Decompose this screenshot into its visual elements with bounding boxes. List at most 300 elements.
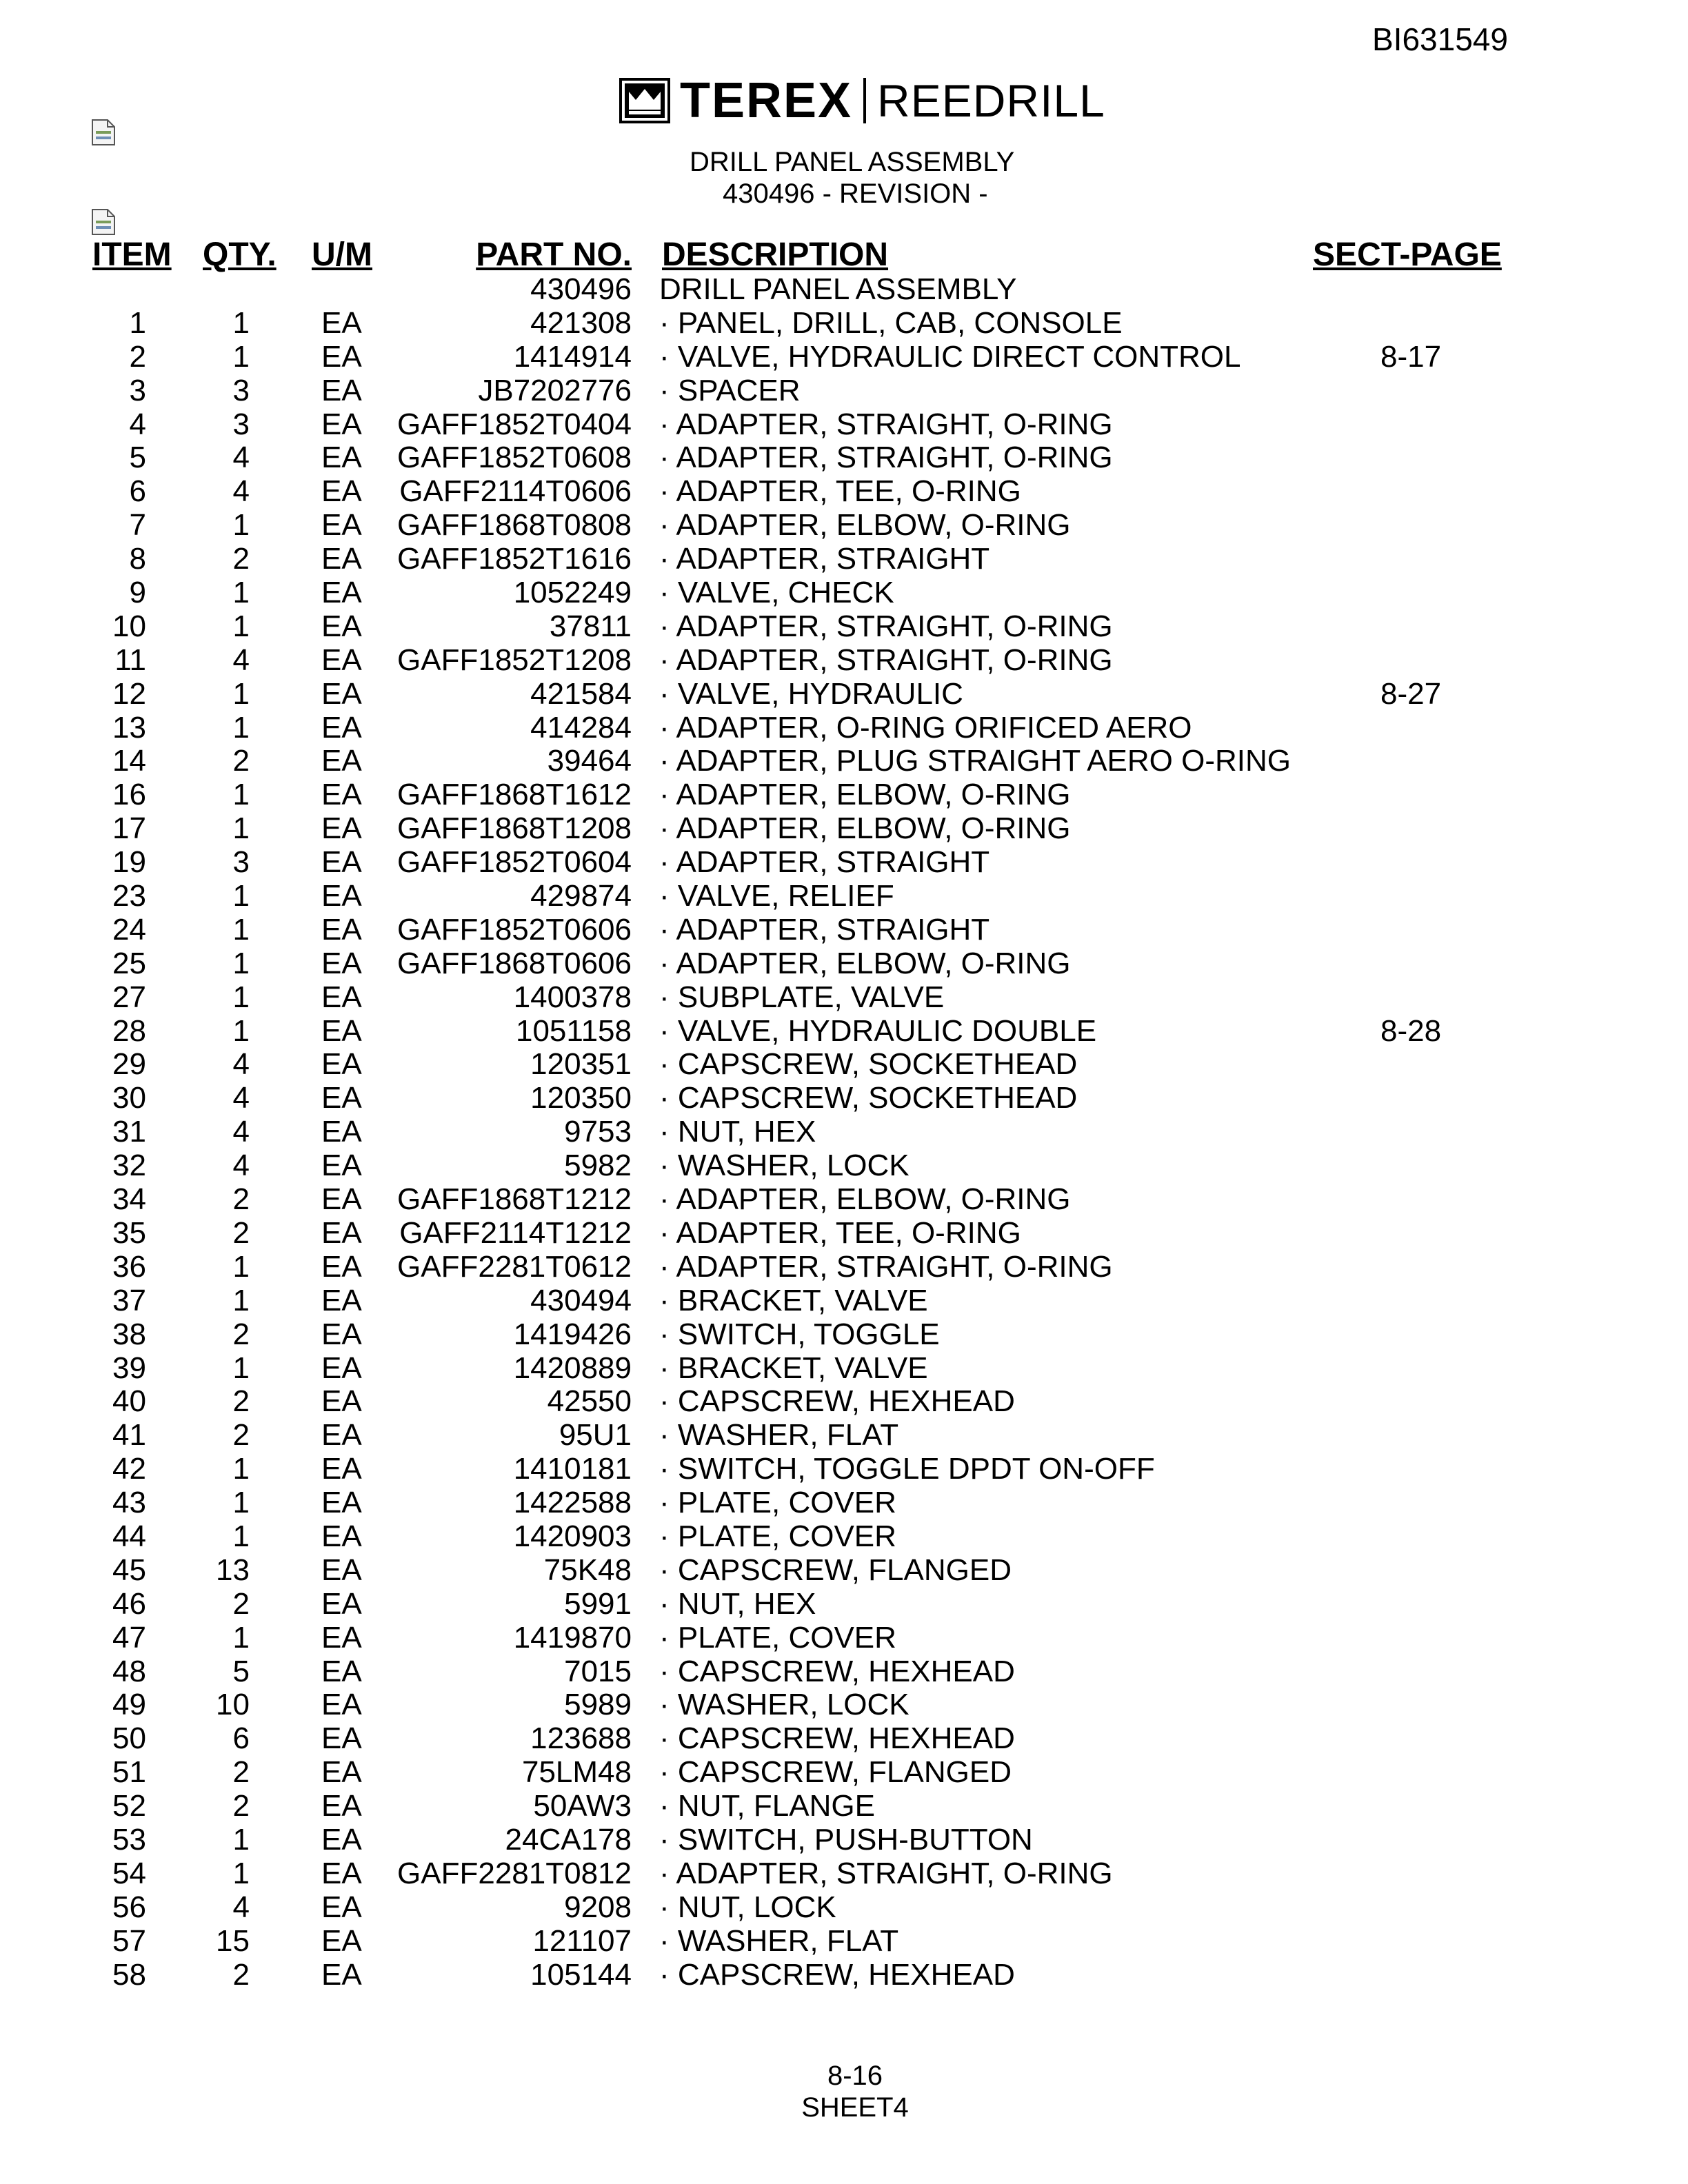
unit-of-measure: EA xyxy=(321,1182,362,1217)
description: · VALVE, CHECK xyxy=(659,576,894,610)
part-number: 95U1 xyxy=(559,1418,632,1453)
unit-of-measure: EA xyxy=(321,1384,362,1419)
unit-of-measure: EA xyxy=(321,1215,362,1250)
table-row xyxy=(0,947,1688,981)
item-number: 2 xyxy=(129,339,146,374)
quantity: 1 xyxy=(232,339,250,374)
description: · ADAPTER, STRAIGHT xyxy=(659,845,990,880)
description: · VALVE, HYDRAULIC DIRECT CONTROL xyxy=(659,339,1241,374)
part-number: 421308 xyxy=(530,305,632,340)
description: · ADAPTER, STRAIGHT, O-RING xyxy=(659,1856,1113,1890)
description: · CAPSCREW, FLANGED xyxy=(659,1553,1012,1587)
description: · WASHER, FLAT xyxy=(659,1418,899,1453)
item-number: 50 xyxy=(112,1721,146,1756)
item-number: 29 xyxy=(112,1047,146,1082)
table-row xyxy=(0,778,1688,812)
item-number: 44 xyxy=(112,1519,146,1553)
item-number: 54 xyxy=(112,1856,146,1890)
table-row xyxy=(0,610,1688,644)
item-number: 11 xyxy=(114,643,146,677)
unit-of-measure: EA xyxy=(321,576,362,610)
description: · ADAPTER, STRAIGHT, O-RING xyxy=(659,407,1113,441)
unit-of-measure: EA xyxy=(321,710,362,745)
unit-of-measure: EA xyxy=(321,1013,362,1048)
quantity: 1 xyxy=(232,1249,250,1284)
table-row xyxy=(0,1486,1688,1520)
part-number: 1051158 xyxy=(515,1013,632,1048)
column-header-qty: QTY. xyxy=(203,236,277,273)
item-number: 51 xyxy=(112,1755,146,1790)
item-number: 39 xyxy=(112,1351,146,1385)
quantity: 1 xyxy=(232,576,250,610)
unit-of-measure: EA xyxy=(321,1283,362,1317)
table-row xyxy=(0,1722,1688,1756)
description: · ADAPTER, PLUG STRAIGHT AERO O-RING xyxy=(659,744,1292,778)
item-number: 48 xyxy=(112,1654,146,1688)
unit-of-measure: EA xyxy=(321,1317,362,1351)
unit-of-measure: EA xyxy=(321,778,362,812)
table-row xyxy=(0,1925,1688,1959)
unit-of-measure: EA xyxy=(321,1351,362,1385)
part-number: 120351 xyxy=(530,1047,632,1082)
unit-of-measure: EA xyxy=(321,1620,362,1655)
table-row xyxy=(0,509,1688,543)
quantity: 1 xyxy=(232,710,250,745)
column-header-description: DESCRIPTION xyxy=(662,236,889,273)
brand-logo xyxy=(619,73,1105,128)
part-number: 42550 xyxy=(547,1384,632,1419)
item-number: 53 xyxy=(112,1822,146,1857)
unit-of-measure: EA xyxy=(321,1890,362,1924)
document-icon[interactable] xyxy=(91,119,116,146)
description: · VALVE, RELIEF xyxy=(659,879,894,913)
description: · ADAPTER, ELBOW, O-RING xyxy=(659,946,1071,980)
unit-of-measure: EA xyxy=(321,407,362,441)
part-number: 50AW3 xyxy=(533,1789,632,1823)
description: DRILL PANEL ASSEMBLY xyxy=(659,272,1017,306)
unit-of-measure: EA xyxy=(321,811,362,846)
description: · CAPSCREW, HEXHEAD xyxy=(659,1384,1015,1419)
part-number: 7015 xyxy=(564,1654,632,1688)
quantity: 1 xyxy=(232,305,250,340)
description: · NUT, HEX xyxy=(659,1115,816,1149)
quantity: 2 xyxy=(232,1586,250,1621)
title-line-2: 430496 - REVISION - xyxy=(723,179,988,209)
table-row xyxy=(0,1621,1688,1655)
unit-of-measure: EA xyxy=(321,1654,362,1688)
unit-of-measure: EA xyxy=(321,1721,362,1756)
table-row xyxy=(0,981,1688,1015)
part-number: GAFF1852T1208 xyxy=(397,643,632,677)
unit-of-measure: EA xyxy=(321,1957,362,1992)
unit-of-measure: EA xyxy=(321,609,362,643)
description: · NUT, FLANGE xyxy=(659,1789,875,1823)
part-number: GAFF1852T0606 xyxy=(397,912,632,947)
description: · PLATE, COVER xyxy=(659,1486,896,1520)
part-number: 5989 xyxy=(564,1688,632,1722)
quantity: 3 xyxy=(232,407,250,441)
unit-of-measure: EA xyxy=(321,1553,362,1587)
item-number: 38 xyxy=(112,1317,146,1351)
quantity: 3 xyxy=(232,373,250,407)
column-header-item: ITEM xyxy=(92,236,172,273)
description: · WASHER, FLAT xyxy=(659,1923,899,1958)
quantity: 1 xyxy=(232,1620,250,1655)
unit-of-measure: EA xyxy=(321,676,362,711)
quantity: 1 xyxy=(232,778,250,812)
brand-division: REEDRILL xyxy=(877,75,1105,126)
quantity: 2 xyxy=(232,1755,250,1790)
table-row xyxy=(0,1015,1688,1049)
description: · VALVE, HYDRAULIC xyxy=(659,676,963,711)
description: · CAPSCREW, HEXHEAD xyxy=(659,1957,1015,1992)
page-footer xyxy=(758,2060,952,2123)
table-row xyxy=(0,1688,1688,1722)
table-row xyxy=(0,576,1688,610)
item-number: 19 xyxy=(112,845,146,880)
part-number: 9208 xyxy=(564,1890,632,1924)
table-row xyxy=(0,1756,1688,1790)
unit-of-measure: EA xyxy=(321,879,362,913)
part-number: GAFF1868T0606 xyxy=(397,946,632,980)
description: · ADAPTER, ELBOW, O-RING xyxy=(659,778,1071,812)
description: · ADAPTER, STRAIGHT, O-RING xyxy=(659,643,1113,677)
parts-table xyxy=(0,273,1688,1992)
quantity: 2 xyxy=(232,1957,250,1992)
table-row xyxy=(0,1857,1688,1891)
quantity: 1 xyxy=(232,1856,250,1890)
table-row xyxy=(0,1588,1688,1621)
column-header-um: U/M xyxy=(312,236,372,273)
quantity: 6 xyxy=(232,1721,250,1756)
unit-of-measure: EA xyxy=(321,1688,362,1722)
item-number: 25 xyxy=(112,946,146,980)
quantity: 1 xyxy=(232,1822,250,1857)
description: · BRACKET, VALVE xyxy=(659,1283,928,1317)
unit-of-measure: EA xyxy=(321,1923,362,1958)
unit-of-measure: EA xyxy=(321,1047,362,1082)
description: · ADAPTER, STRAIGHT xyxy=(659,912,990,947)
item-number: 9 xyxy=(129,576,146,610)
item-number: 23 xyxy=(112,879,146,913)
sect-page: 8-17 xyxy=(1380,339,1442,374)
part-number: 1420903 xyxy=(513,1519,632,1553)
quantity: 1 xyxy=(232,912,250,947)
quantity: 4 xyxy=(232,643,250,677)
document-id: BI631549 xyxy=(1372,21,1508,57)
description: · SUBPLATE, VALVE xyxy=(659,980,945,1014)
description: · ADAPTER, TEE, O-RING xyxy=(659,1215,1021,1250)
table-row xyxy=(0,1453,1688,1486)
unit-of-measure: EA xyxy=(321,744,362,778)
description: · ADAPTER, TEE, O-RING xyxy=(659,474,1021,509)
table-row xyxy=(0,1352,1688,1386)
description: · SPACER xyxy=(659,373,801,407)
item-number: 4 xyxy=(129,407,146,441)
unit-of-measure: EA xyxy=(321,1486,362,1520)
part-number: 1414914 xyxy=(513,339,632,374)
table-row xyxy=(0,1655,1688,1689)
part-number: 1400378 xyxy=(513,980,632,1014)
part-number: 24CA178 xyxy=(505,1822,632,1857)
unit-of-measure: EA xyxy=(321,1519,362,1553)
item-number: 8 xyxy=(129,542,146,576)
item-number: 37 xyxy=(112,1283,146,1317)
description: · CAPSCREW, FLANGED xyxy=(659,1755,1012,1790)
quantity: 1 xyxy=(232,1351,250,1385)
item-number: 52 xyxy=(112,1789,146,1823)
unit-of-measure: EA xyxy=(321,912,362,947)
part-number: GAFF1868T0808 xyxy=(397,508,632,543)
quantity: 5 xyxy=(232,1654,250,1688)
table-row xyxy=(0,1318,1688,1352)
description: · CAPSCREW, HEXHEAD xyxy=(659,1654,1015,1688)
part-number: GAFF1868T1612 xyxy=(397,778,632,812)
part-number: 429874 xyxy=(530,879,632,913)
table-row xyxy=(0,307,1688,341)
quantity: 1 xyxy=(232,946,250,980)
table-row xyxy=(0,846,1688,880)
table-row xyxy=(0,1419,1688,1453)
description: · ADAPTER, ELBOW, O-RING xyxy=(659,508,1071,543)
unit-of-measure: EA xyxy=(321,373,362,407)
part-number: GAFF1852T0404 xyxy=(397,407,632,441)
table-row xyxy=(0,374,1688,408)
unit-of-measure: EA xyxy=(321,1586,362,1621)
table-row xyxy=(0,1115,1688,1149)
quantity: 15 xyxy=(216,1923,250,1958)
quantity: 13 xyxy=(216,1553,250,1587)
table-row xyxy=(0,1891,1688,1925)
item-number: 5 xyxy=(129,441,146,475)
description: · CAPSCREW, SOCKETHEAD xyxy=(659,1081,1078,1115)
part-number: JB7202776 xyxy=(478,373,632,407)
unit-of-measure: EA xyxy=(321,339,362,374)
part-number: GAFF2114T0606 xyxy=(399,474,632,509)
quantity: 4 xyxy=(232,1115,250,1149)
part-number: GAFF2281T0812 xyxy=(397,1856,632,1890)
part-number: GAFF1868T1212 xyxy=(397,1182,632,1217)
quantity: 3 xyxy=(232,845,250,880)
page-number: 8-16 xyxy=(827,2061,883,2091)
part-number: GAFF1868T1208 xyxy=(397,811,632,846)
unit-of-measure: EA xyxy=(321,305,362,340)
part-number: 123688 xyxy=(530,1721,632,1756)
item-number: 45 xyxy=(112,1553,146,1587)
item-number: 43 xyxy=(112,1486,146,1520)
description: · BRACKET, VALVE xyxy=(659,1351,928,1385)
description: · WASHER, LOCK xyxy=(659,1149,910,1183)
quantity: 10 xyxy=(216,1688,250,1722)
item-number: 41 xyxy=(112,1418,146,1453)
unit-of-measure: EA xyxy=(321,1249,362,1284)
item-number: 36 xyxy=(112,1249,146,1284)
description: · ADAPTER, STRAIGHT, O-RING xyxy=(659,441,1113,475)
quantity: 2 xyxy=(232,1384,250,1419)
quantity: 1 xyxy=(232,879,250,913)
part-number: 1419870 xyxy=(513,1620,632,1655)
table-row xyxy=(0,1959,1688,1992)
unit-of-measure: EA xyxy=(321,508,362,543)
table-row xyxy=(0,1251,1688,1284)
item-number: 47 xyxy=(112,1620,146,1655)
part-number: GAFF1852T1616 xyxy=(397,542,632,576)
table-row xyxy=(0,1183,1688,1217)
item-number: 35 xyxy=(112,1215,146,1250)
item-number: 30 xyxy=(112,1081,146,1115)
part-number: GAFF1852T0608 xyxy=(397,441,632,475)
description: · ADAPTER, ELBOW, O-RING xyxy=(659,1182,1071,1217)
part-number: 1422588 xyxy=(513,1486,632,1520)
table-row xyxy=(0,1790,1688,1823)
quantity: 1 xyxy=(232,1013,250,1048)
part-number: 1410181 xyxy=(513,1452,632,1486)
quantity: 2 xyxy=(232,542,250,576)
part-number: GAFF1852T0604 xyxy=(397,845,632,880)
document-icon[interactable] xyxy=(91,208,116,236)
item-number: 12 xyxy=(112,676,146,711)
table-row xyxy=(0,1048,1688,1082)
table-row xyxy=(0,1385,1688,1419)
item-number: 34 xyxy=(112,1182,146,1217)
title-line-1: DRILL PANEL ASSEMBLY xyxy=(690,147,1015,177)
quantity: 2 xyxy=(232,1215,250,1250)
quantity: 1 xyxy=(232,980,250,1014)
description: · NUT, HEX xyxy=(659,1586,816,1621)
part-number: 5982 xyxy=(564,1149,632,1183)
table-row xyxy=(0,341,1688,374)
table-row xyxy=(0,880,1688,913)
item-number: 7 xyxy=(129,508,146,543)
terex-logo-icon xyxy=(619,78,670,123)
unit-of-measure: EA xyxy=(321,1081,362,1115)
unit-of-measure: EA xyxy=(321,643,362,677)
unit-of-measure: EA xyxy=(321,1418,362,1453)
unit-of-measure: EA xyxy=(321,1822,362,1857)
quantity: 2 xyxy=(232,1317,250,1351)
quantity: 4 xyxy=(232,1890,250,1924)
item-number: 58 xyxy=(112,1957,146,1992)
unit-of-measure: EA xyxy=(321,946,362,980)
quantity: 1 xyxy=(232,1519,250,1553)
quantity: 2 xyxy=(232,1418,250,1453)
quantity: 2 xyxy=(232,1182,250,1217)
description: · ADAPTER, STRAIGHT xyxy=(659,542,990,576)
item-number: 56 xyxy=(112,1890,146,1924)
item-number: 42 xyxy=(112,1452,146,1486)
description: · CAPSCREW, HEXHEAD xyxy=(659,1721,1015,1756)
unit-of-measure: EA xyxy=(321,1789,362,1823)
unit-of-measure: EA xyxy=(321,1856,362,1890)
item-number: 3 xyxy=(129,373,146,407)
description: · SWITCH, TOGGLE DPDT ON-OFF xyxy=(659,1452,1155,1486)
table-row xyxy=(0,745,1688,778)
part-number: 1419426 xyxy=(513,1317,632,1351)
sheet-label: SHEET4 xyxy=(801,2092,909,2123)
description: · ADAPTER, STRAIGHT, O-RING xyxy=(659,609,1113,643)
table-row xyxy=(0,644,1688,678)
unit-of-measure: EA xyxy=(321,1755,362,1790)
table-row xyxy=(0,1149,1688,1183)
table-row xyxy=(0,711,1688,745)
part-number: GAFF2114T1212 xyxy=(399,1215,632,1250)
table-row xyxy=(0,543,1688,576)
item-number: 46 xyxy=(112,1586,146,1621)
item-number: 40 xyxy=(112,1384,146,1419)
quantity: 4 xyxy=(232,1149,250,1183)
table-row xyxy=(0,273,1688,307)
part-number: 1052249 xyxy=(513,576,632,610)
unit-of-measure: EA xyxy=(321,1452,362,1486)
part-number: GAFF2281T0612 xyxy=(397,1249,632,1284)
part-number: 37811 xyxy=(549,609,632,643)
part-number: 9753 xyxy=(564,1115,632,1149)
unit-of-measure: EA xyxy=(321,980,362,1014)
part-number: 430494 xyxy=(530,1283,632,1317)
part-number: 105144 xyxy=(530,1957,632,1992)
table-row xyxy=(0,812,1688,846)
table-row xyxy=(0,408,1688,442)
description: · CAPSCREW, SOCKETHEAD xyxy=(659,1047,1078,1082)
item-number: 16 xyxy=(112,778,146,812)
column-header-part-no: PART NO. xyxy=(476,236,632,273)
unit-of-measure: EA xyxy=(321,845,362,880)
description: · VALVE, HYDRAULIC DOUBLE xyxy=(659,1013,1097,1048)
item-number: 13 xyxy=(112,710,146,745)
item-number: 28 xyxy=(112,1013,146,1048)
part-number: 120350 xyxy=(530,1081,632,1115)
table-row xyxy=(0,678,1688,711)
description: · WASHER, LOCK xyxy=(659,1688,910,1722)
item-number: 27 xyxy=(112,980,146,1014)
item-number: 1 xyxy=(129,305,146,340)
table-row xyxy=(0,1217,1688,1251)
part-number: 121107 xyxy=(532,1923,632,1958)
description: · PLATE, COVER xyxy=(659,1519,896,1553)
quantity: 1 xyxy=(232,1486,250,1520)
table-row xyxy=(0,475,1688,509)
item-number: 32 xyxy=(112,1149,146,1183)
description: · PANEL, DRILL, CAB, CONSOLE xyxy=(659,305,1123,340)
quantity: 2 xyxy=(232,1789,250,1823)
column-header-sect-page: SECT-PAGE xyxy=(1313,236,1502,273)
part-number: 75K48 xyxy=(543,1553,632,1587)
unit-of-measure: EA xyxy=(321,474,362,509)
part-number: 1420889 xyxy=(513,1351,632,1385)
item-number: 10 xyxy=(112,609,146,643)
item-number: 17 xyxy=(112,811,146,846)
quantity: 1 xyxy=(232,811,250,846)
table-row xyxy=(0,441,1688,475)
item-number: 49 xyxy=(112,1688,146,1722)
quantity: 4 xyxy=(232,1047,250,1082)
description: · ADAPTER, O-RING ORIFICED AERO xyxy=(659,710,1192,745)
description: · PLATE, COVER xyxy=(659,1620,896,1655)
quantity: 1 xyxy=(232,609,250,643)
table-row xyxy=(0,913,1688,947)
quantity: 4 xyxy=(232,1081,250,1115)
item-number: 24 xyxy=(112,912,146,947)
description: · ADAPTER, ELBOW, O-RING xyxy=(659,811,1071,846)
unit-of-measure: EA xyxy=(321,542,362,576)
item-number: 31 xyxy=(112,1115,146,1149)
unit-of-measure: EA xyxy=(321,1115,362,1149)
quantity: 1 xyxy=(232,1283,250,1317)
quantity: 1 xyxy=(232,676,250,711)
part-number: 39464 xyxy=(547,744,632,778)
quantity: 2 xyxy=(232,744,250,778)
quantity: 4 xyxy=(232,474,250,509)
